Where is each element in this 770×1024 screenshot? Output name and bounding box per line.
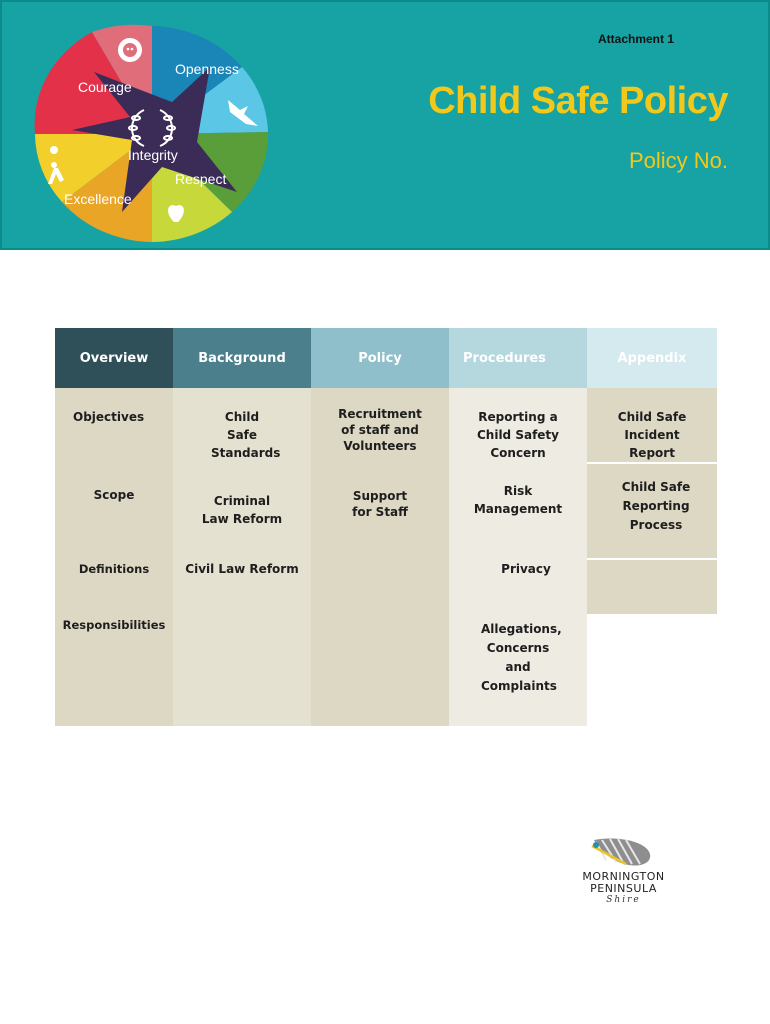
shell-icon: [566, 834, 681, 874]
list-item[interactable]: Risk Management: [473, 484, 563, 516]
column-header-overview[interactable]: Overview: [55, 328, 173, 388]
attachment-label: Attachment 1: [597, 32, 674, 46]
column-body-policy: [311, 388, 449, 726]
wheel-label-integrity: Integrity: [128, 147, 178, 163]
lion-icon: [118, 38, 142, 62]
column-body-procedures: [449, 388, 587, 726]
header-banner: [0, 0, 770, 250]
column-overview: [55, 328, 173, 726]
logo-line-3: Shire: [606, 895, 641, 905]
list-item[interactable]: Child Safe Standards: [211, 410, 281, 460]
column-body-overview: [55, 388, 173, 726]
mornington-peninsula-shire-logo: [566, 834, 681, 914]
column-body-appendix: [587, 388, 717, 614]
wheel-label-openness: Openness: [175, 61, 239, 77]
list-item[interactable]: Civil Law Reform: [185, 562, 299, 576]
list-item[interactable]: Responsibilities: [62, 618, 166, 632]
list-item[interactable]: Criminal Law Reform: [201, 494, 283, 526]
column-header-procedures[interactable]: Procedures: [449, 328, 587, 388]
column-body-background: [173, 388, 311, 726]
logo-line-1: MORNINGTON: [582, 870, 665, 883]
appendix-divider: [587, 558, 717, 560]
page-title: Child Safe Policy: [428, 80, 728, 122]
policy-number: Policy No.: [628, 148, 728, 173]
column-background: [173, 328, 311, 726]
column-header-policy[interactable]: Policy: [311, 328, 449, 388]
wheel-label-respect: Respect: [175, 171, 227, 187]
list-item[interactable]: Reporting a Child Safety Concern: [476, 410, 559, 460]
logo-line-2: PENINSULA: [590, 882, 657, 895]
column-header-background[interactable]: Background: [173, 328, 311, 388]
wheel-label-courage: Courage: [78, 79, 132, 95]
appendix-divider: [587, 462, 717, 464]
list-item[interactable]: Support for Staff: [352, 489, 408, 519]
list-item[interactable]: Objectives: [73, 410, 145, 424]
column-procedures: [449, 328, 587, 726]
list-item[interactable]: Child Safe Reporting Process: [621, 480, 691, 532]
list-item[interactable]: Allegations, Concerns and Complaints: [481, 622, 562, 693]
list-item[interactable]: Scope: [93, 488, 135, 502]
column-header-appendix[interactable]: Appendix: [587, 328, 717, 388]
wheel-label-excellence: Excellence: [64, 191, 132, 207]
list-item[interactable]: Privacy: [501, 562, 551, 576]
column-policy: [311, 328, 449, 726]
column-appendix: [587, 328, 717, 614]
values-wheel: [32, 22, 272, 247]
list-item[interactable]: Recruitment of staff and Volunteers: [338, 407, 422, 453]
list-item[interactable]: Definitions: [78, 562, 150, 576]
list-item[interactable]: Child Safe Incident Report: [617, 410, 687, 460]
